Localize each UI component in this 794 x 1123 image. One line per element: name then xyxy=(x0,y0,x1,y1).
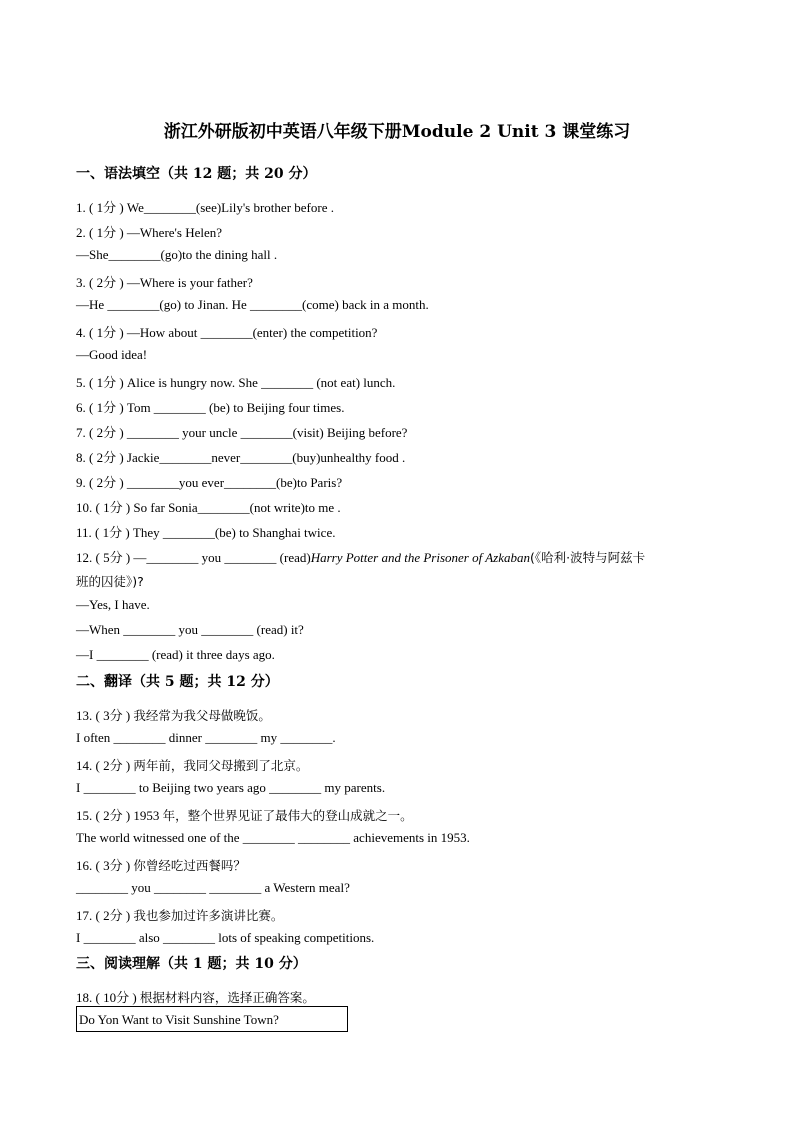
question-15: 15. ( 2分 ) 1953 年，整个世界见证了最伟大的登山成就之一。 xyxy=(76,808,413,823)
question-13: 13. ( 3分 ) 我经常为我父母做晚饭。 xyxy=(76,708,271,723)
question-2: 2. ( 1分 ) —Where's Helen? xyxy=(76,225,223,240)
question-11: 11. ( 1分 ) They ________(be) to Shanghai twice. xyxy=(76,525,336,540)
question-12-dialogue-2: —When ________ you ________ (read) it? xyxy=(76,622,304,637)
section-heading-translation: 二、翻译（共 5 题；共 12 分） xyxy=(76,674,279,690)
question-9: 9. ( 2分 ) ________you ever________(be)to Paris? xyxy=(76,475,343,490)
question-13-answer: I often ________ dinner ________ my ________. xyxy=(76,730,336,745)
question-15-answer: The world witnessed one of the ________ ________ achievements in 1953. xyxy=(76,830,470,845)
reading-passage-title-box: Do Yon Want to Visit Sunshine Town? xyxy=(76,1006,348,1032)
question-4: 4. ( 1分 ) —How about ________(enter) the competition? xyxy=(76,325,378,340)
question-6: 6. ( 1分 ) Tom ________ (be) to Beijing four times. xyxy=(76,400,345,415)
question-17: 17. ( 2分 ) 我也参加过许多演讲比赛。 xyxy=(76,908,284,923)
question-14: 14. ( 2分 ) 两年前，我同父母搬到了北京。 xyxy=(76,758,309,773)
question-17-answer: I ________ also ________ lots of speaking competitions. xyxy=(76,930,375,945)
section-heading-grammar: 一、语法填空（共 12 题；共 20 分） xyxy=(76,166,317,182)
page-title: 浙江外研版初中英语八年级下册Module 2 Unit 3 课堂练习 xyxy=(163,122,631,142)
question-3-answer: —He ________(go) to Jinan. He ________(come) back in a month. xyxy=(76,297,429,312)
question-12 xyxy=(76,547,645,566)
question-12-dialogue-1: —Yes, I have. xyxy=(76,597,150,612)
question-7: 7. ( 2分 ) ________ your uncle ________(visit) Beijing before? xyxy=(76,425,408,440)
question-12-prompt: 12. ( 5分 ) —________ you ________ (read) xyxy=(76,550,311,565)
question-1: 1. ( 1分 ) We________(see)Lily's brother before . xyxy=(76,200,334,215)
question-2-answer: —She________(go)to the dining hall . xyxy=(76,247,278,262)
question-4-answer: —Good idea! xyxy=(76,347,148,362)
question-12-continuation: 班的囚徒》)? xyxy=(76,574,144,589)
book-title: Harry Potter and the Prisoner of Azkaban xyxy=(310,550,530,565)
question-3: 3. ( 2分 ) —Where is your father? xyxy=(76,275,253,290)
question-16: 16. ( 3分 ) 你曾经吃过西餐吗？ xyxy=(76,858,246,873)
question-14-answer: I ________ to Beijing two years ago ________ my parents. xyxy=(76,780,386,795)
question-18: 18. ( 10分 ) 根据材料内容，选择正确答案。 xyxy=(76,990,315,1005)
question-10: 10. ( 1分 ) So far Sonia________(not write)to me . xyxy=(76,500,341,515)
question-8: 8. ( 2分 ) Jackie________never________(buy)unhealthy food . xyxy=(76,450,406,465)
question-16-answer: ________ you ________ ________ a Western meal? xyxy=(76,880,350,895)
book-title-chinese: (《哈利·波特与阿兹卡 xyxy=(530,550,646,565)
question-5: 5. ( 1分 ) Alice is hungry now. She ________ (not eat) lunch. xyxy=(76,375,396,390)
section-heading-reading: 三、阅读理解（共 1 题；共 10 分） xyxy=(76,956,307,972)
question-12-dialogue-3: —I ________ (read) it three days ago. xyxy=(76,647,275,662)
